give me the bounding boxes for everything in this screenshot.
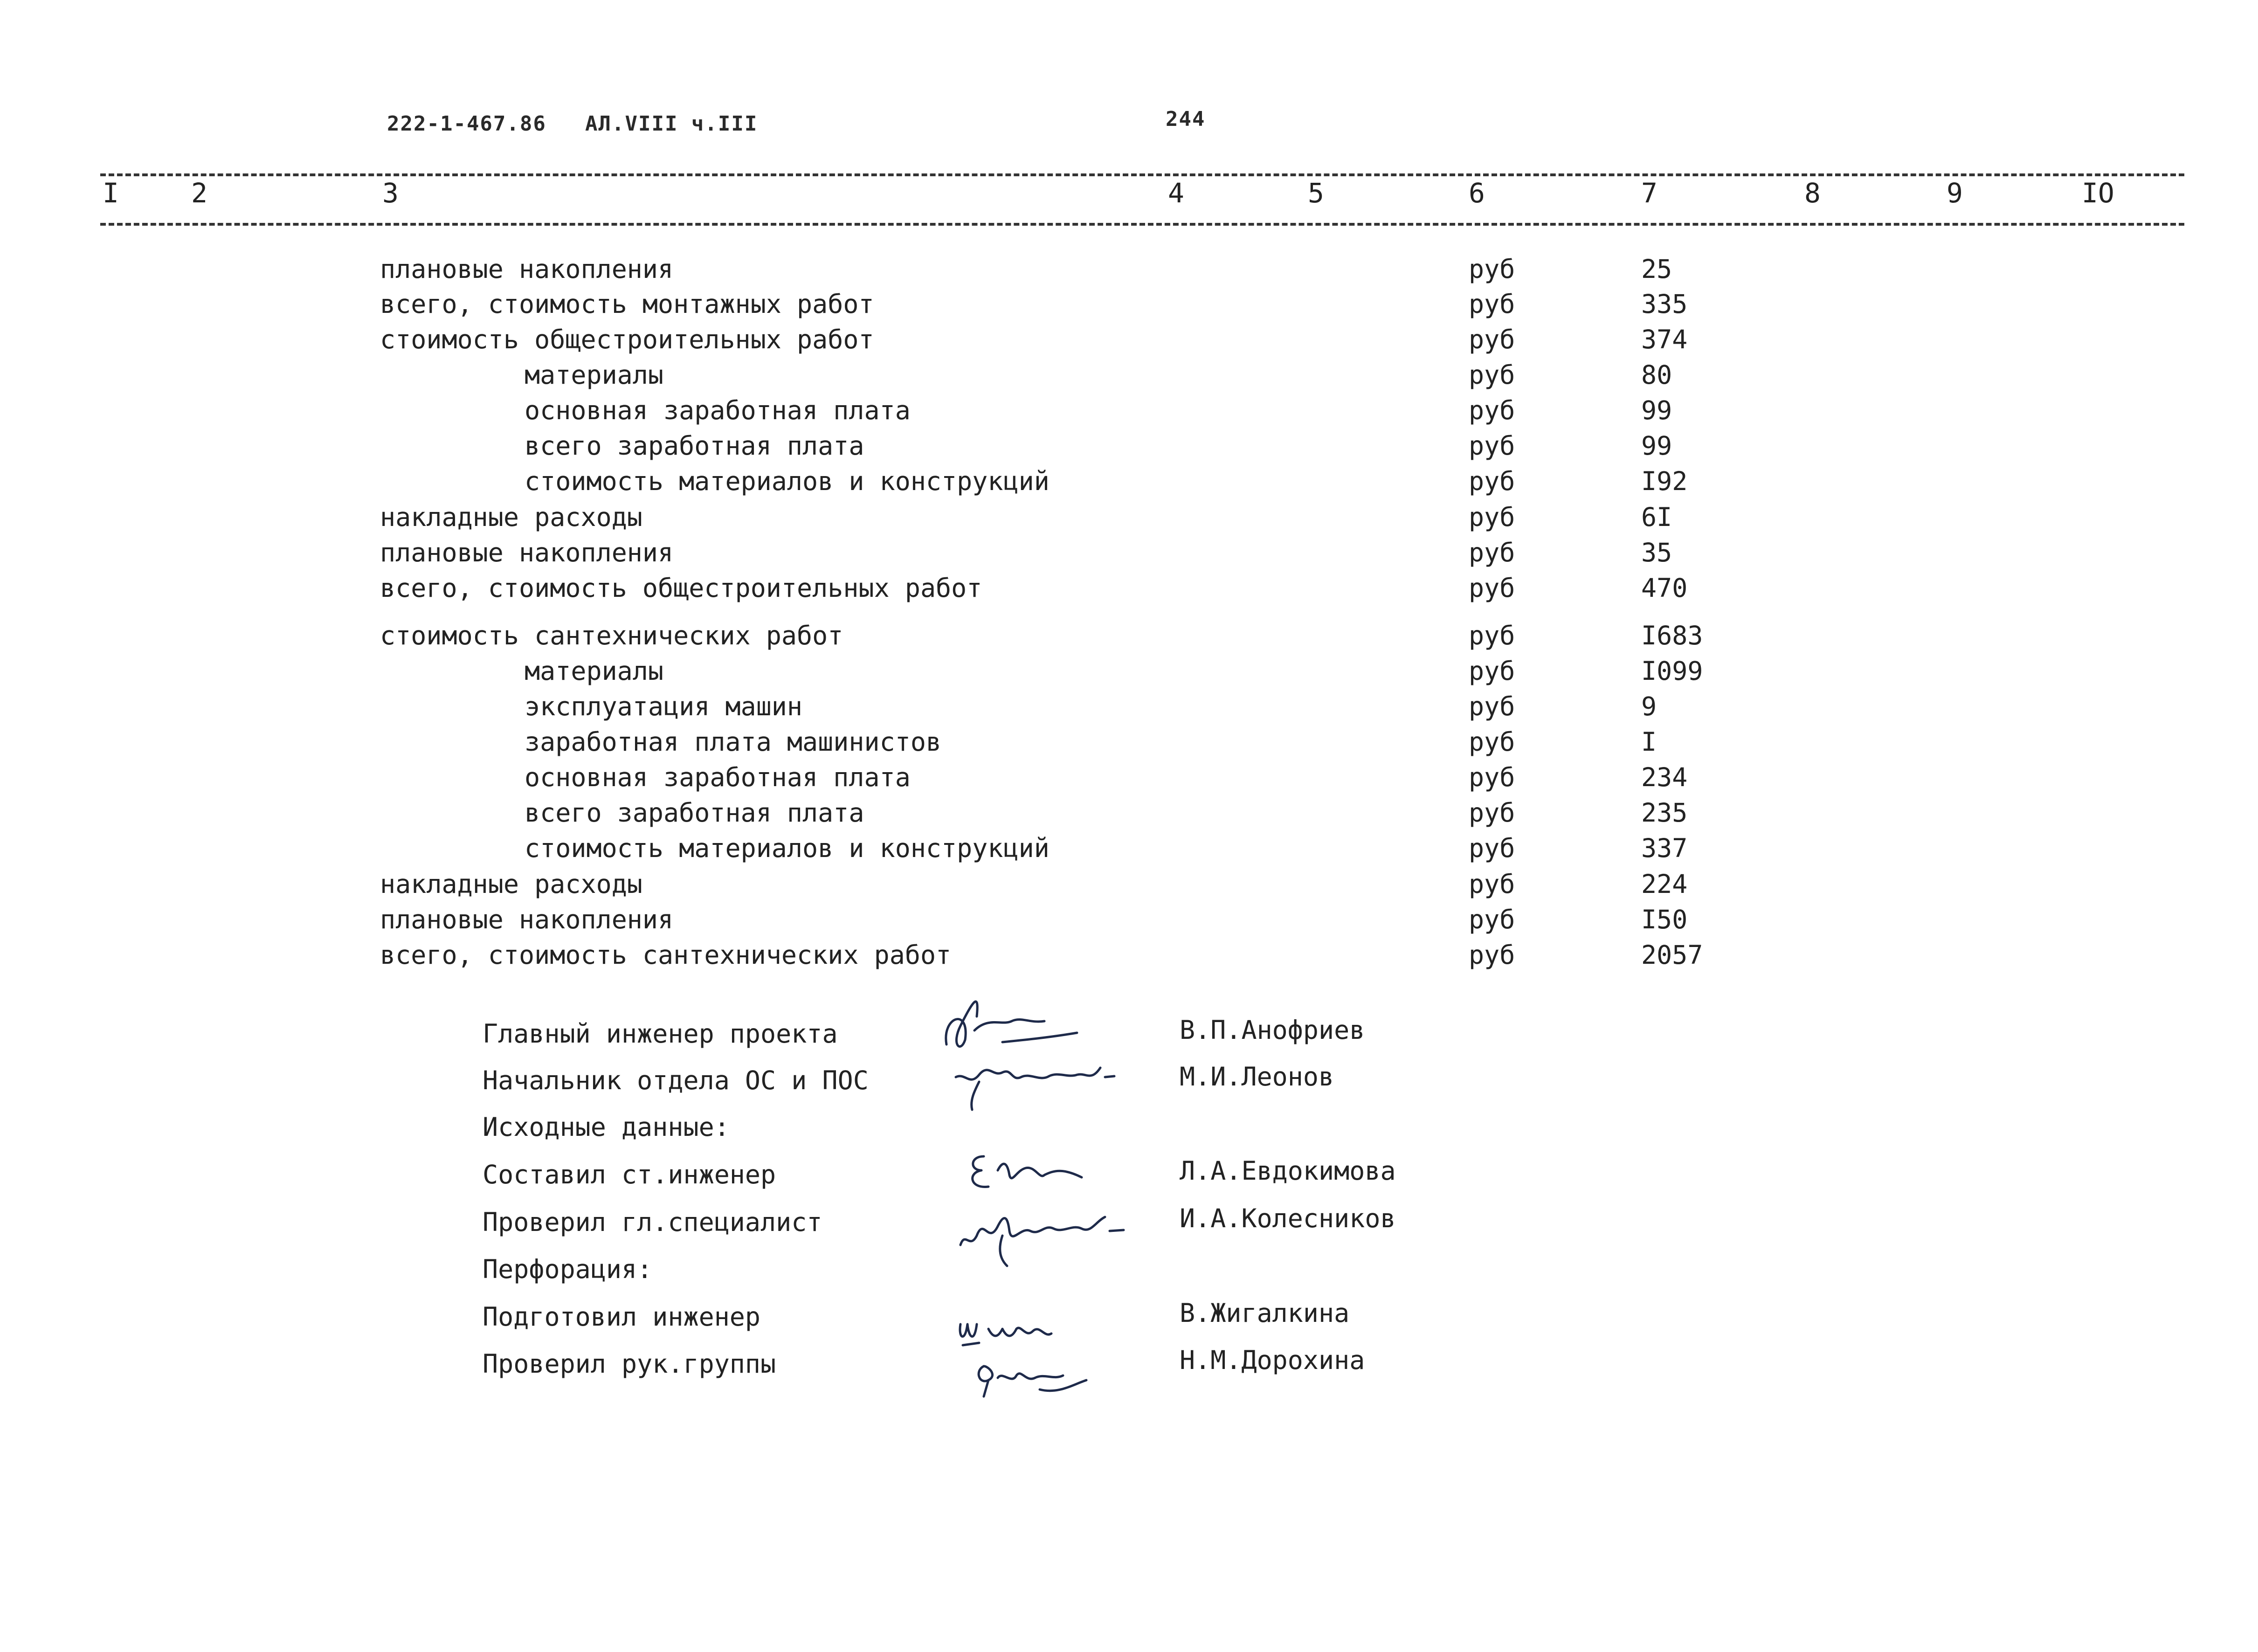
row-unit: руб <box>1469 289 1515 319</box>
row-label: всего заработная плата <box>525 431 864 461</box>
row-value: I099 <box>1641 656 1703 686</box>
document-code: 222-1-467.86 <box>387 112 546 136</box>
row-value: I <box>1641 727 1657 757</box>
row-unit: руб <box>1469 905 1515 934</box>
table-row <box>0 798 2258 833</box>
signature-anofriev <box>932 988 1091 1058</box>
column-number: 3 <box>382 177 399 209</box>
row-value: I50 <box>1641 905 1688 934</box>
table-top-divider <box>100 173 2184 176</box>
row-unit: руб <box>1469 573 1515 603</box>
signature-kolesnikov <box>956 1198 1152 1273</box>
table-row <box>0 727 2258 762</box>
row-label: эксплуатация машин <box>525 691 803 721</box>
signatory-role: Составил ст.инженер <box>483 1160 776 1189</box>
row-unit: руб <box>1469 869 1515 899</box>
column-number: 4 <box>1168 177 1184 209</box>
table-row <box>0 869 2258 905</box>
signatory-name: Н.М.Дорохина <box>1180 1345 1365 1375</box>
table-row <box>0 905 2258 940</box>
row-value: 470 <box>1641 573 1688 603</box>
table-header-divider <box>100 223 2184 226</box>
signature-dorokhina <box>970 1352 1100 1403</box>
row-value: 99 <box>1641 431 1672 461</box>
table-row <box>0 940 2258 975</box>
row-value: 374 <box>1641 325 1688 354</box>
column-number: 6 <box>1469 177 1485 209</box>
row-unit: руб <box>1469 621 1515 650</box>
column-number: 9 <box>1947 177 1963 209</box>
column-number: 5 <box>1308 177 1324 209</box>
signatory-role: Проверил гл.специалист <box>483 1207 822 1237</box>
signatory-role: Подготовил инженер <box>483 1302 761 1332</box>
row-label: стоимость материалов и конструкций <box>525 833 1050 863</box>
row-unit: руб <box>1469 940 1515 970</box>
row-label: заработная плата машинистов <box>525 727 942 757</box>
row-unit: руб <box>1469 656 1515 686</box>
row-label: стоимость сантехнических работ <box>380 621 843 650</box>
row-value: I683 <box>1641 621 1703 650</box>
row-unit: руб <box>1469 798 1515 828</box>
row-label: всего, стоимость сантехнических работ <box>380 940 952 970</box>
signatory-role: Главный инженер проекта <box>483 1019 838 1049</box>
table-row <box>0 431 2258 466</box>
row-value: 80 <box>1641 360 1672 390</box>
table-row <box>0 289 2258 325</box>
table-row <box>0 325 2258 360</box>
row-value: 335 <box>1641 289 1688 319</box>
row-label: плановые накопления <box>380 538 674 567</box>
row-value: 99 <box>1641 395 1672 425</box>
table-row <box>0 395 2258 431</box>
table-row <box>0 621 2258 656</box>
row-unit: руб <box>1469 833 1515 863</box>
row-label: стоимость общестроительных работ <box>380 325 874 354</box>
row-label: накладные расходы <box>380 502 642 532</box>
row-label: материалы <box>525 656 664 686</box>
table-row <box>0 466 2258 502</box>
signatory-role: Исходные данные: <box>483 1112 730 1142</box>
row-unit: руб <box>1469 727 1515 757</box>
column-number: I <box>103 177 119 209</box>
row-value: 2057 <box>1641 940 1703 970</box>
row-unit: руб <box>1469 691 1515 721</box>
table-row <box>0 762 2258 798</box>
row-label: стоимость материалов и конструкций <box>525 466 1050 496</box>
row-label: всего заработная плата <box>525 798 864 828</box>
table-row <box>0 360 2258 395</box>
row-unit: руб <box>1469 762 1515 792</box>
page-number: 244 <box>1166 107 1206 131</box>
row-label: плановые накопления <box>380 254 674 284</box>
row-value: 235 <box>1641 798 1688 828</box>
signatory-role: Проверил рук.группы <box>483 1349 776 1379</box>
signature-leonov <box>951 1049 1119 1114</box>
table-row <box>0 833 2258 869</box>
signatory-name: В.П.Анофриев <box>1180 1015 1365 1045</box>
table-row <box>0 691 2258 727</box>
signatory-name: Л.А.Евдокимова <box>1180 1156 1396 1186</box>
row-unit: руб <box>1469 431 1515 461</box>
row-value: 35 <box>1641 538 1672 567</box>
signature-zhigalkina <box>951 1306 1072 1352</box>
row-value: 337 <box>1641 833 1688 863</box>
row-label: основная заработная плата <box>525 762 911 792</box>
row-label: всего, стоимость монтажных работ <box>380 289 874 319</box>
row-value: I92 <box>1641 466 1688 496</box>
row-unit: руб <box>1469 466 1515 496</box>
row-label: накладные расходы <box>380 869 642 899</box>
signatory-name: М.И.Леонов <box>1180 1062 1334 1092</box>
column-number: 7 <box>1641 177 1657 209</box>
row-label: материалы <box>525 360 664 390</box>
signatory-role: Перфорация: <box>483 1254 653 1284</box>
table-row <box>0 573 2258 608</box>
column-number: IO <box>2082 177 2114 209</box>
row-value: 6I <box>1641 502 1672 532</box>
row-value: 234 <box>1641 762 1688 792</box>
signatory-role: Начальник отдела ОС и ПОС <box>483 1065 869 1095</box>
row-label: основная заработная плата <box>525 395 911 425</box>
row-value: 9 <box>1641 691 1657 721</box>
table-row <box>0 254 2258 290</box>
table-row <box>0 502 2258 538</box>
table-row <box>0 656 2258 691</box>
column-number: 8 <box>1804 177 1821 209</box>
signatory-name: И.А.Колесников <box>1180 1203 1396 1233</box>
row-unit: руб <box>1469 325 1515 354</box>
album-reference: АЛ.VIII ч.III <box>585 112 758 136</box>
row-unit: руб <box>1469 254 1515 284</box>
signatory-name: В.Жигалкина <box>1180 1298 1350 1328</box>
row-unit: руб <box>1469 502 1515 532</box>
row-value: 224 <box>1641 869 1688 899</box>
column-number: 2 <box>191 177 207 209</box>
row-unit: руб <box>1469 360 1515 390</box>
table-row <box>0 538 2258 573</box>
row-value: 25 <box>1641 254 1672 284</box>
row-unit: руб <box>1469 395 1515 425</box>
row-unit: руб <box>1469 538 1515 567</box>
signature-evdokimova <box>960 1142 1100 1198</box>
row-label: плановые накопления <box>380 905 674 934</box>
row-label: всего, стоимость общестроительных работ <box>380 573 982 603</box>
